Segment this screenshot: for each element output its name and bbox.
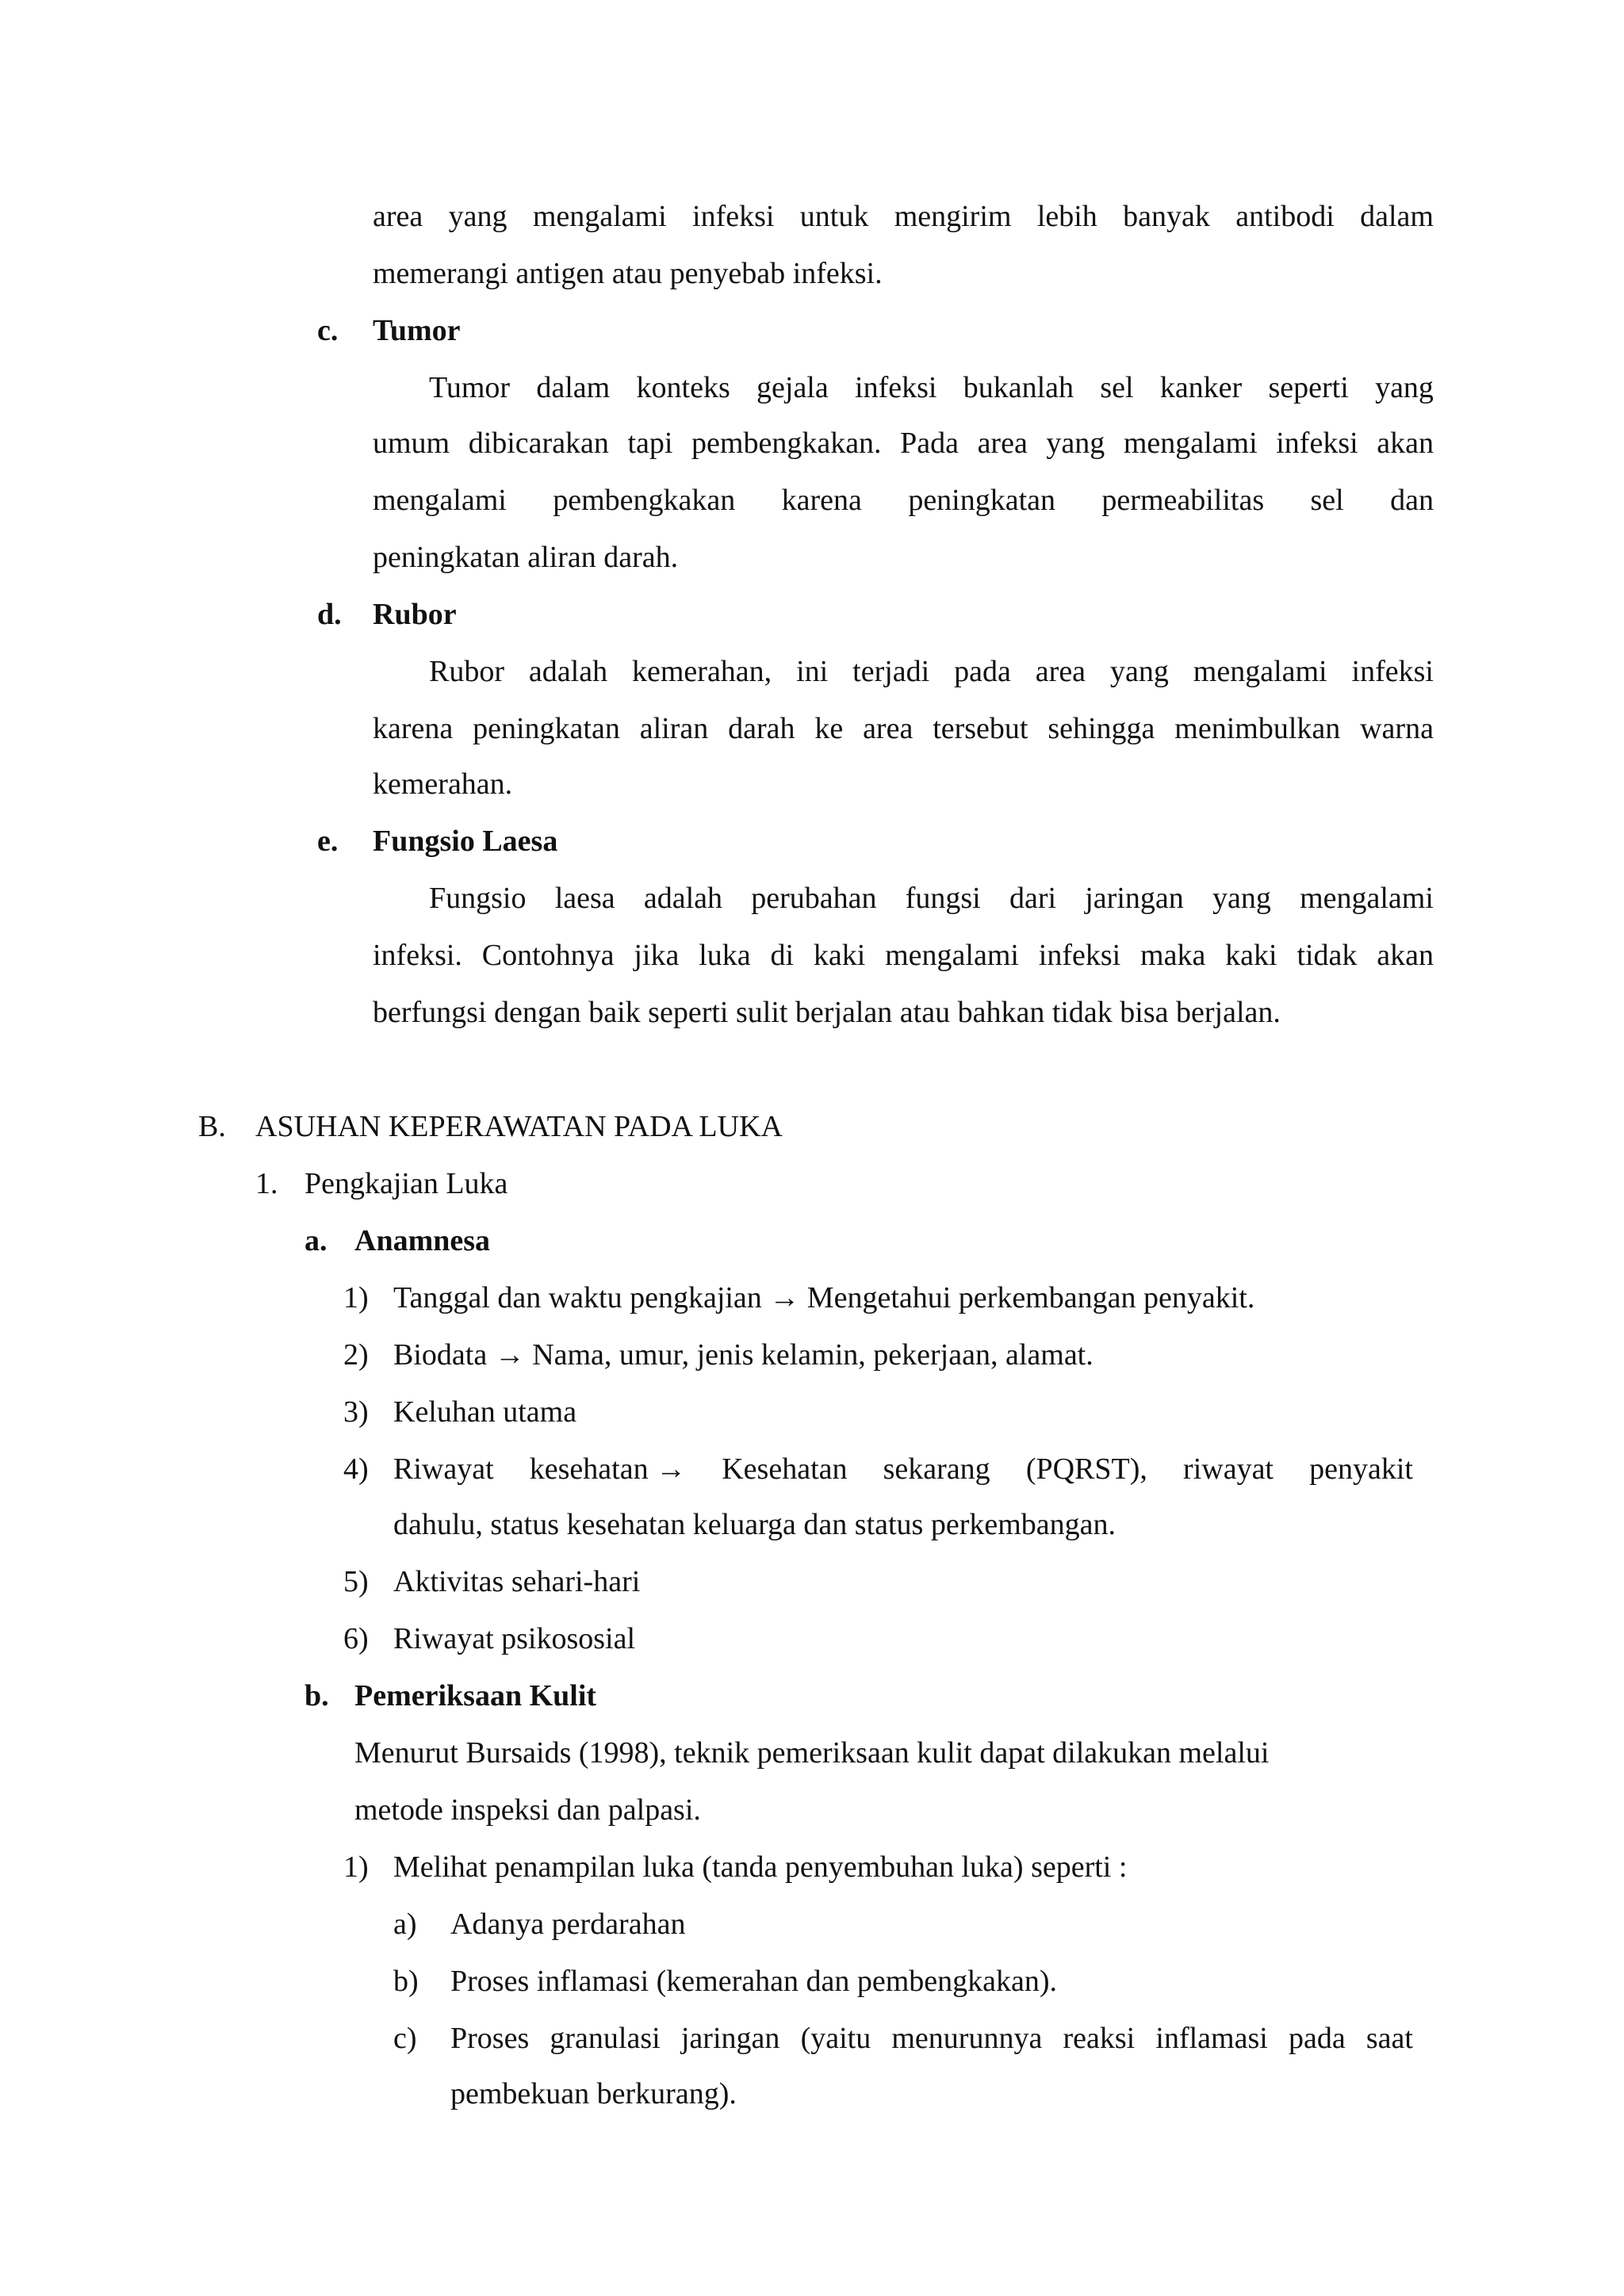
pemeriksaan-heading: Pemeriksaan Kulit [354,1679,597,1712]
word: mengalami [373,484,507,517]
anamnesa-item-6-number: 6) [343,1622,369,1655]
word: kaki [1225,939,1277,972]
subitem-b-text: Proses inflamasi (kemerahan dan pembengkakan). [450,1965,1058,1998]
word: pembengkakan. [691,427,882,460]
word: pembengkakan [553,484,736,517]
word: mengalami [885,939,1019,972]
word: tidak [1297,939,1358,972]
word: yang [1212,882,1271,915]
fungsio-line-1 [429,883,1434,913]
item-1-number: 1. [255,1167,278,1200]
tumor-letter: c. [317,314,339,347]
tumor-line-2 [373,428,1434,458]
pemeriksaan-item-1-number: 1) [343,1850,369,1884]
word: perubahan [751,882,877,915]
word: jaringan [680,2022,780,2055]
subitem-a-letter: a) [393,1908,417,1941]
rubor-letter: d. [317,598,342,631]
word: kesehatan → [529,1452,687,1486]
item-1-title: Pengkajian Luka [304,1167,508,1200]
word: Fungsio [429,882,527,915]
word: di [770,939,795,972]
rubor-heading: Rubor [373,598,457,631]
anamnesa-item-2-text: Biodata → Nama, umur, jenis kelamin, pekerjaan, alamat. [393,1338,1094,1372]
rubor-line-1 [429,656,1434,687]
tumor-heading: Tumor [373,314,461,347]
word: dibicarakan [468,427,609,460]
word: sel [1100,371,1134,404]
word: peningkatan [908,484,1056,517]
word: antibodi [1235,200,1335,233]
word: aliran [639,712,709,745]
word: area [863,712,914,745]
word: sel [1310,484,1344,517]
word: mengalami [532,200,667,233]
word: bukanlah [963,371,1074,404]
word: pada [1288,2022,1346,2055]
word: Contohnya [481,939,615,972]
fungsio-line-3: berfungsi dengan baik seperti sulit berjalan atau bahkan tidak bisa berjalan. [373,996,1281,1029]
anamnesa-item-4-line-2: dahulu, status kesehatan keluarga dan status perkembangan. [393,1508,1116,1541]
word: mengalami [1123,427,1258,460]
rubor-line-2 [373,714,1434,744]
word: banyak [1123,200,1210,233]
anamnesa-item-1-number: 1) [343,1281,369,1314]
anamnesa-item-3-number: 3) [343,1395,369,1429]
word: peningkatan [473,712,620,745]
subitem-a-text: Adanya perdarahan [450,1908,686,1941]
pemeriksaan-item-1-text: Melihat penampilan luka (tanda penyembuhan luka) seperti : [393,1850,1128,1884]
word: Pada [900,427,959,460]
carryover-line-1 [373,201,1434,232]
fungsio-heading: Fungsio Laesa [373,825,558,858]
carryover-line-2: memerangi antigen atau penyebab infeksi. [373,257,883,290]
word: terjadi [852,655,930,688]
word: kaki [813,939,866,972]
anamnesa-item-5-text: Aktivitas sehari-hari [393,1565,641,1598]
word: (PQRST), [1025,1452,1147,1486]
word: Kesehatan [722,1452,848,1486]
word: dalam [1360,200,1434,233]
word: dalam [536,371,611,404]
word: infeksi. [373,939,462,972]
word: tapi [627,427,673,460]
word: dari [1009,882,1057,915]
word: Proses [450,2022,530,2055]
word: karena [373,712,454,745]
word: fungsi [905,882,981,915]
word: adalah [643,882,723,915]
fungsio-letter: e. [317,825,339,858]
word: infeksi [1038,939,1121,972]
subitem-c-line-1 [450,2023,1413,2053]
anamnesa-item-2-number: 2) [343,1338,369,1372]
word: mengirim [894,200,1012,233]
word: ke [814,712,844,745]
word: darah [728,712,795,745]
word: Rubor [429,655,504,688]
word: infeksi [1276,427,1358,460]
section-b-title: ASUHAN KEPERAWATAN PADA LUKA [255,1110,783,1143]
subitem-b-letter: b) [393,1965,419,1998]
tumor-line-4: peningkatan aliran darah. [373,541,679,574]
pemeriksaan-intro-line-2: metode inspeksi dan palpasi. [354,1793,701,1827]
word: mengalami [1193,655,1327,688]
word: granulasi [550,2022,661,2055]
word: karena [781,484,862,517]
word: maka [1140,939,1206,972]
anamnesa-item-6-text: Riwayat psikososial [393,1622,636,1655]
anamnesa-item-1-text: Tanggal dan waktu pengkajian → Mengetahui perkembangan penyakit. [393,1281,1255,1314]
subitem-c-line-2: pembekuan berkurang). [450,2077,737,2110]
word: dan [1390,484,1434,517]
rubor-line-3: kemerahan. [373,767,513,801]
word: sekarang [883,1452,990,1486]
section-b-label: B. [198,1110,226,1143]
word: akan [1377,427,1434,460]
word: riwayat [1183,1452,1274,1486]
word: pada [954,655,1011,688]
word: Tumor [429,371,511,404]
word: menimbulkan [1174,712,1341,745]
word: area [1035,655,1086,688]
word: akan [1377,939,1434,972]
word: area [977,427,1028,460]
word: inflamasi [1155,2022,1268,2055]
word: Riwayat [393,1452,494,1486]
word: reaksi [1063,2022,1136,2055]
anamnesa-letter: a. [304,1224,327,1257]
anamnesa-item-4-line-1 [393,1454,1413,1484]
anamnesa-item-3-text: Keluhan utama [393,1395,577,1429]
word: umum [373,427,450,460]
word: jaringan [1085,882,1184,915]
word: infeksi [692,200,775,233]
word: untuk [799,200,869,233]
word: lebih [1036,200,1097,233]
subitem-c-letter: c) [393,2022,417,2055]
anamnesa-item-4-number: 4) [343,1452,369,1486]
word: saat [1365,2022,1413,2055]
word: area [373,200,423,233]
word: jika [634,939,680,972]
word: permeabilitas [1101,484,1265,517]
word: adalah [528,655,608,688]
word: yang [1109,655,1169,688]
word: gejala [756,371,829,404]
word: penyakit [1309,1452,1413,1486]
anamnesa-heading: Anamnesa [354,1224,491,1257]
word: infeksi [855,371,937,404]
word: yang [1375,371,1434,404]
word: sehingga [1048,712,1155,745]
word: ini [796,655,829,688]
tumor-line-1 [429,373,1434,403]
word: luka [699,939,751,972]
word: konteks [636,371,730,404]
word: mengalami [1300,882,1434,915]
word: yang [1046,427,1105,460]
word: tersebut [933,712,1028,745]
word: infeksi [1351,655,1434,688]
fungsio-line-2 [373,940,1434,970]
word: warna [1360,712,1434,745]
word: (yaitu [800,2022,871,2055]
pemeriksaan-intro-line-1: Menurut Bursaids (1998), teknik pemeriksaan kulit dapat dilakukan melalui [354,1736,1270,1770]
word: kanker [1159,371,1243,404]
word: menurunnya [891,2022,1043,2055]
word: yang [448,200,508,233]
word: laesa [554,882,615,915]
word: kemerahan, [632,655,772,688]
word: seperti [1268,371,1349,404]
anamnesa-item-5-number: 5) [343,1565,369,1598]
tumor-line-3 [373,485,1434,515]
pemeriksaan-letter: b. [304,1679,329,1712]
